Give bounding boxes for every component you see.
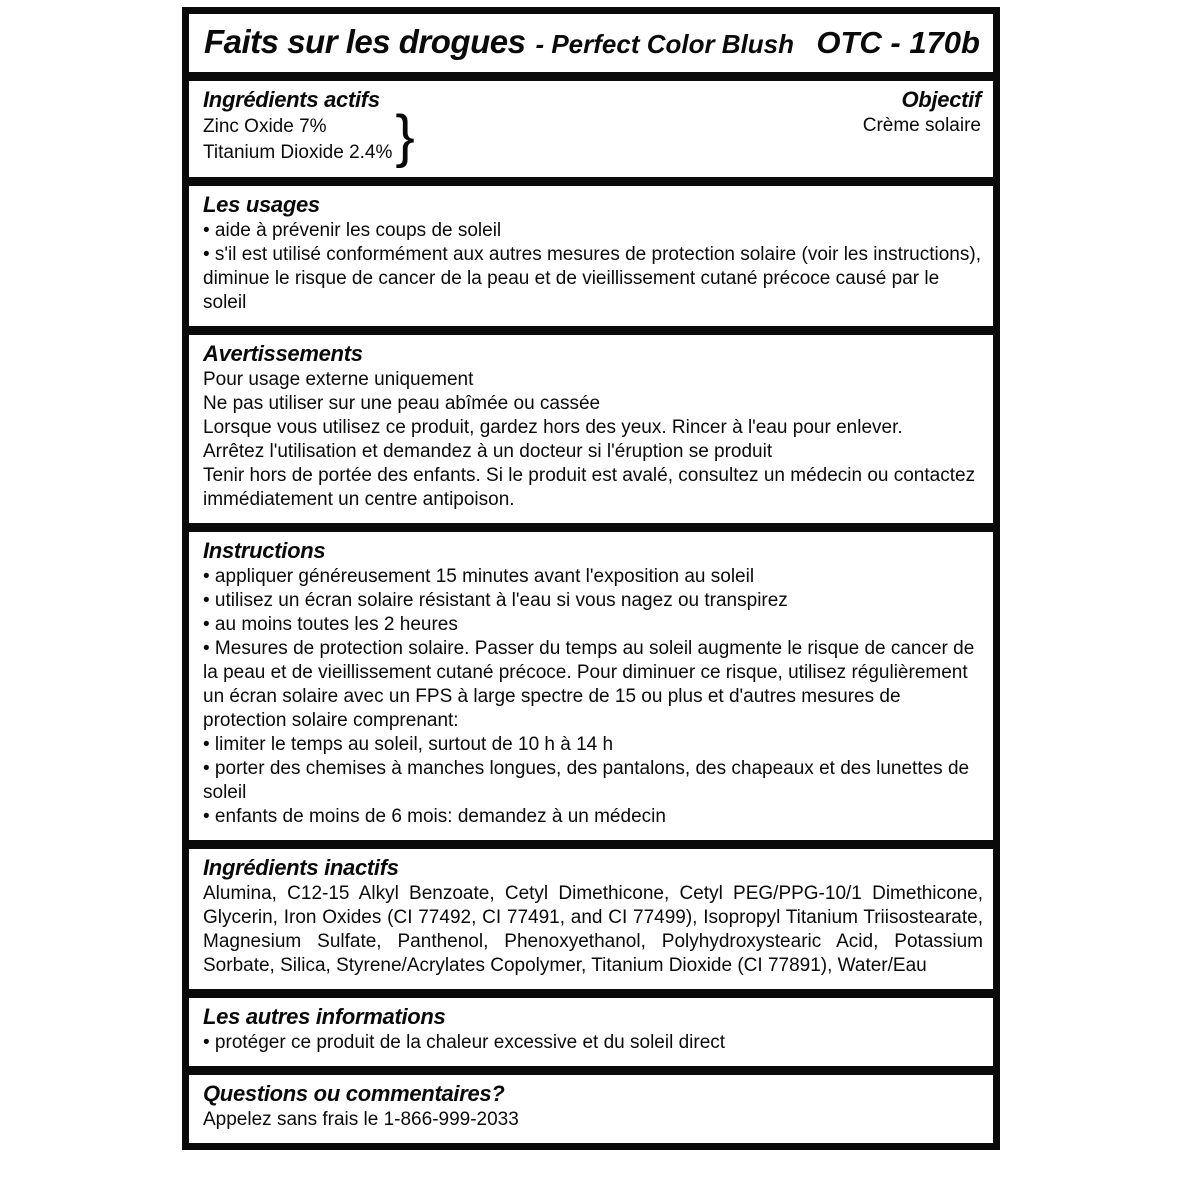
section-divider — [189, 523, 993, 532]
other-information-item: • protéger ce produit de la chaleur excessive et du soleil direct — [203, 1032, 726, 1053]
warnings-item: Pour usage externe uniquement — [203, 369, 474, 390]
questions-phone: Appelez sans frais le 1-866-999-2033 — [203, 1109, 519, 1130]
page-title: Faits sur les drogues — [204, 23, 526, 60]
product-name: - Perfect Color Blush — [535, 29, 795, 59]
uses-heading: Les usages — [203, 192, 320, 217]
section-active-ingredients — [189, 81, 993, 177]
directions-heading: Instructions — [203, 538, 326, 563]
section-questions — [189, 1075, 993, 1143]
warnings-item: Arrêtez l'utilisation et demandez à un docteur si l'éruption se produit — [203, 441, 773, 462]
inactive-ingredients-list: Alumina, C12-15 Alkyl Benzoate, Cetyl Dimethicone, Cetyl PEG/PPG-10/1 Dimethicone, Glycerin, Iron Oxides (CI 77492, CI 77491, and CI 77499), Isopropyl Titanium Triisostearate, Magnesium Sulfate, Panthenol, Phenoxyethanol, Polyhydroxystearic Acid, Potassium Sorbate, Silica, Styrene/Acrylates Copolymer, Titanium Dioxide (CI 77891), Water/Eau — [203, 883, 983, 976]
uses-item: • s'il est utilisé conformément aux autres mesures de protection solaire (voir les instructions), diminue le risque de cancer de la peau et de vieillissement cutané précoce causé par le soleil — [203, 244, 981, 313]
section-divider — [189, 72, 993, 81]
directions-item: • porter des chemises à manches longues, des pantalons, des chapeaux et des lunettes de soleil — [203, 758, 970, 803]
directions-item: • appliquer généreusement 15 minutes avant l'exposition au soleil — [203, 566, 755, 587]
inactive-ingredients-heading: Ingrédients inactifs — [203, 855, 399, 880]
section-other-information — [189, 998, 993, 1066]
directions-item: • au moins toutes les 2 heures — [203, 614, 458, 635]
warnings-item: Tenir hors de portée des enfants. Si le produit est avalé, consultez un médecin ou contactez immédiatement un centre antipoison. — [203, 465, 976, 510]
section-uses — [189, 186, 993, 326]
questions-heading: Questions ou commentaires? — [203, 1081, 505, 1106]
directions-item: • Mesures de protection solaire. Passer du temps au soleil augmente le risque de cancer de la peau et de vieillissement cutané précoce. Pour diminuer ce risque, utilisez régulièrement un écran solaire avec un FPS à large spectre de 15 ou plus et d'autres mesures de protection solaire comprenant: — [203, 638, 975, 731]
other-information-heading: Les autres informations — [203, 1004, 446, 1029]
section-divider — [189, 840, 993, 849]
warnings-heading: Avertissements — [203, 341, 363, 366]
active-ingredient: Titanium Dioxide 2.4% — [203, 142, 393, 163]
drug-facts-panel — [182, 7, 1000, 1150]
section-divider — [189, 1066, 993, 1075]
section-divider — [189, 989, 993, 998]
uses-item: • aide à prévenir les coups de soleil — [203, 220, 502, 241]
curly-brace-icon: } — [395, 104, 415, 169]
directions-item: • utilisez un écran solaire résistant à l'eau si vous nagez ou transpirez — [203, 590, 788, 611]
section-inactive-ingredients — [189, 849, 993, 989]
purpose-value: Crème solaire — [862, 115, 981, 136]
otc-code: OTC - 170b — [816, 25, 980, 60]
directions-item: • enfants de moins de 6 mois: demandez à un médecin — [203, 806, 666, 827]
active-ingredients-heading: Ingrédients actifs — [203, 87, 380, 112]
directions-item: • limiter le temps au soleil, surtout de 10 h à 14 h — [203, 734, 614, 755]
section-warnings — [189, 335, 993, 523]
warnings-item: Ne pas utiliser sur une peau abîmée ou cassée — [203, 393, 601, 414]
purpose-heading: Objectif — [901, 87, 981, 112]
section-directions — [189, 532, 993, 840]
active-ingredient: Zinc Oxide 7% — [203, 116, 327, 137]
section-divider — [189, 177, 993, 186]
section-divider — [189, 326, 993, 335]
warnings-item: Lorsque vous utilisez ce produit, gardez hors des yeux. Rincer à l'eau pour enlever. — [203, 417, 903, 438]
header — [189, 14, 993, 72]
